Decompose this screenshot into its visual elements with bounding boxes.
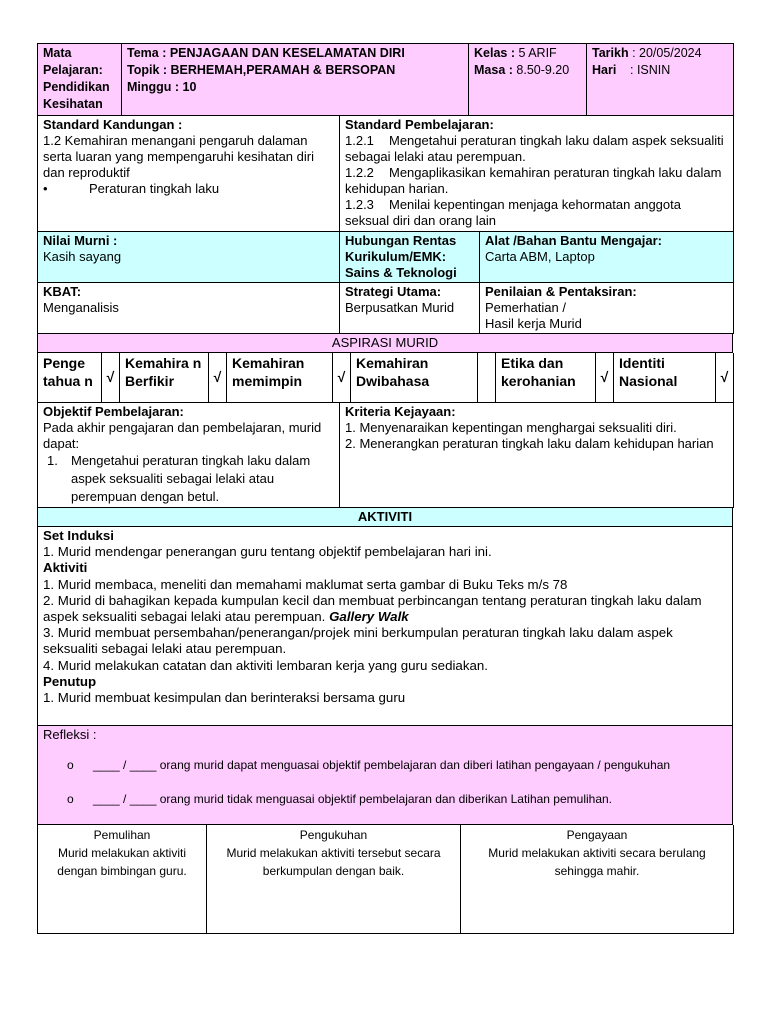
strategi-title: Strategi Utama: <box>345 283 442 299</box>
standard-table <box>37 116 734 232</box>
header-table <box>37 43 734 116</box>
aspirasi-etika: Etika dan kerohanian <box>496 353 596 403</box>
pengukuhan-cell <box>207 825 461 934</box>
aspirasi-items <box>37 353 734 404</box>
theme-cell <box>122 44 469 116</box>
kriteria-title: Kriteria Kejayaan: <box>345 404 456 419</box>
objektif-item-num: 1. <box>47 453 58 468</box>
pengayaan-cell <box>461 825 734 934</box>
kelas-label: Kelas : <box>474 46 515 60</box>
set-induksi-1: 1. Murid mendengar penerangan guru tentang objektif pembelajaran hari ini. <box>43 544 492 560</box>
pengukuhan-title: Pengukuhan <box>299 828 368 842</box>
circle-bullet-icon: o <box>67 792 74 806</box>
subject-label <box>38 44 122 116</box>
aspirasi-title: ASPIRASI MURID <box>38 334 733 353</box>
item-num: 1.2.1 <box>345 133 374 148</box>
subject-label-3: Pendidikan <box>43 80 110 94</box>
hubungan-value: Sains & Teknologi <box>345 264 457 280</box>
aspirasi-table <box>37 334 733 353</box>
aspirasi-pengetahuan: Penge tahua n <box>38 353 102 403</box>
pemulihan-cell <box>38 825 207 934</box>
gallery-walk: Gallery Walk <box>329 609 409 625</box>
aspirasi-kemahiran-dwibahasa: Kemahiran Dwibahasa <box>351 353 478 403</box>
pembelajaran-item <box>345 133 728 165</box>
refleksi-line-2 <box>67 791 727 807</box>
penilaian-title: Penilaian & Pentaksiran: <box>485 283 637 299</box>
aktiviti-body <box>38 527 733 726</box>
objektif-cell <box>38 403 340 508</box>
pembelajaran-item <box>345 197 728 229</box>
kandungan-bullet-mark: • <box>43 181 48 196</box>
standard-kandungan <box>38 116 340 231</box>
standard-pembelajaran <box>340 116 734 231</box>
kandungan-text: 1.2 Kemahiran menangani pengaruh dalaman serta luaran yang mempengaruhi kesihatan diri dan reproduktif <box>43 133 314 180</box>
kelas-value: 5 ARIF <box>518 46 557 60</box>
alat-cell <box>480 232 734 283</box>
aktiviti-table <box>37 508 733 825</box>
penilaian-cell <box>480 282 734 333</box>
tick-icon: √ <box>596 353 614 403</box>
masa-value: 8.50-9.20 <box>516 63 570 77</box>
item-text: Mengetahui peraturan tingkah laku dalam aspek seksualiti sebagai lelaki atau perempuan. <box>345 133 724 164</box>
circle-bullet-icon: o <box>67 758 74 772</box>
nilai-cell <box>38 232 340 283</box>
tick-icon: √ <box>716 353 734 403</box>
hari-value: : ISNIN <box>630 63 671 77</box>
tarikh-label: Tarikh <box>592 46 629 60</box>
pengayaan-text: Murid melakukan aktiviti secara berulang sehingga mahir. <box>488 846 706 878</box>
class-cell <box>469 44 587 116</box>
pembelajaran-item <box>345 165 728 197</box>
hari-label: Hari <box>592 63 617 77</box>
subject-label-2: Pelajaran: <box>43 63 103 77</box>
refleksi-text-1: ____ / ____ orang murid dapat menguasai objektif pembelajaran dan diberi latihan pengayaan / pengukuhan <box>93 758 671 772</box>
set-induksi-title: Set Induksi <box>43 528 114 543</box>
objektif-title: Objektif Pembelajaran: <box>43 404 184 419</box>
empty-tick-cell <box>478 353 496 403</box>
kriteria-2: 2. Menerangkan peraturan tingkah laku dalam kehidupan harian <box>345 436 714 451</box>
topik: Topik : BERHEMAH,PERAMAH & BERSOPAN <box>127 63 396 77</box>
aktiviti-2 <box>43 593 727 625</box>
hubungan-title: Hubungan Rentas Kurikulum/EMK: <box>345 232 457 264</box>
aktiviti-title: AKTIVITI <box>38 508 733 527</box>
item-text: Menilai kepentingan menjaga kehormatan anggota seksual diri dan orang lain <box>345 197 681 228</box>
objektif-item <box>43 452 334 506</box>
refleksi-title: Refleksi : <box>43 727 97 742</box>
aspirasi-kemahiran-berfikir: Kemahira n Berfikir <box>120 353 209 403</box>
aktiviti-2-text: 2. Murid di bahagikan kepada kumpulan kecil dan membuat perbincangan tentang peraturan tingkah laku dalam aspek seksualiti sebagai lelaki atau perempuan. <box>43 592 702 625</box>
tick-icon: √ <box>333 353 351 403</box>
item-num: 1.2.3 <box>345 197 374 212</box>
masa-label: Masa : <box>474 63 513 77</box>
kriteria-cell <box>340 403 734 508</box>
tick-icon: √ <box>209 353 227 403</box>
hubungan-cell <box>340 232 480 283</box>
kbat-cell <box>38 282 340 333</box>
aktiviti-3: 3. Murid membuat persembahan/penerangan/projek mini berkumpulan peraturan tingkah laku dalam aspek seksualiti sebagai lelaki atau perempuan. <box>43 625 673 657</box>
kbat-value: Menganalisis <box>43 299 119 315</box>
date-cell <box>587 44 734 116</box>
penutup-title: Penutup <box>43 673 97 689</box>
tema: Tema : PENJAGAAN DAN KESELAMATAN DIRI <box>127 46 405 60</box>
refleksi-cell <box>38 726 733 825</box>
subject-label-4: Kesihatan <box>43 97 103 111</box>
penilaian-line2: Hasil kerja Murid <box>485 315 582 331</box>
tick-icon: √ <box>102 353 120 403</box>
kriteria-1: 1. Menyenaraikan kepentingan menghargai seksualiti diri. <box>345 420 677 435</box>
strategi-cell <box>340 282 480 333</box>
nilai-table <box>37 232 734 334</box>
aktiviti-4: 4. Murid melakukan catatan dan aktiviti lembaran kerja yang guru sediakan. <box>43 657 488 673</box>
minggu: Minggu : 10 <box>127 80 197 94</box>
strategi-value: Berpusatkan Murid <box>345 299 455 315</box>
nilai-title: Nilai Murni : <box>43 232 118 248</box>
tarikh-value: : 20/05/2024 <box>632 46 702 60</box>
refleksi-line-1 <box>67 757 727 773</box>
nilai-value: Kasih sayang <box>43 248 122 264</box>
aspirasi-identiti: Identiti Nasional <box>614 353 716 403</box>
kbat-title: KBAT: <box>43 283 82 299</box>
aktiviti-subtitle: Aktiviti <box>43 560 88 576</box>
alat-title: Alat /Bahan Bantu Mengajar: <box>485 232 662 248</box>
pemulihan-text: Murid melakukan aktiviti dengan bimbingan guru. <box>57 846 187 878</box>
penilaian-line1: Pemerhatian / <box>485 299 566 315</box>
aspirasi-kemahiran-memimpin: Kemahiran memimpin <box>227 353 333 403</box>
item-num: 1.2.2 <box>345 165 374 180</box>
pengayaan-title: Pengayaan <box>566 828 628 842</box>
objektif-intro: Pada akhir pengajaran dan pembelajaran, murid dapat: <box>43 420 322 451</box>
pengukuhan-text: Murid melakukan aktiviti tersebut secara berkumpulan dengan baik. <box>226 846 441 878</box>
refleksi-text-2: ____ / ____ orang murid tidak menguasai objektif pembelajaran dan diberikan Latihan pemulihan. <box>93 792 613 806</box>
aktiviti-1: 1. Murid membaca, meneliti dan memahami maklumat serta gambar di Buku Teks m/s 78 <box>43 576 568 592</box>
alat-value: Carta ABM, Laptop <box>485 248 595 264</box>
lesson-plan <box>37 43 733 934</box>
item-text: Mengaplikasikan kemahiran peraturan tingkah laku dalam kehidupan harian. <box>345 165 722 196</box>
objektif-item-text: Mengetahui peraturan tingkah laku dalam aspek seksualiti sebagai lelaki atau perempuan dengan betul. <box>71 453 311 504</box>
kandungan-bullet: Peraturan tingkah laku <box>89 181 220 196</box>
pembelajaran-title: Standard Pembelajaran: <box>345 117 494 132</box>
penutup-1: 1. Murid membuat kesimpulan dan berinteraksi bersama guru <box>43 690 406 706</box>
kandungan-title: Standard Kandungan : <box>43 117 183 132</box>
objektif-table <box>37 403 734 508</box>
footer-table <box>37 825 734 934</box>
pemulihan-title: Pemulihan <box>93 828 151 842</box>
subject-label-1: Mata <box>43 46 72 60</box>
